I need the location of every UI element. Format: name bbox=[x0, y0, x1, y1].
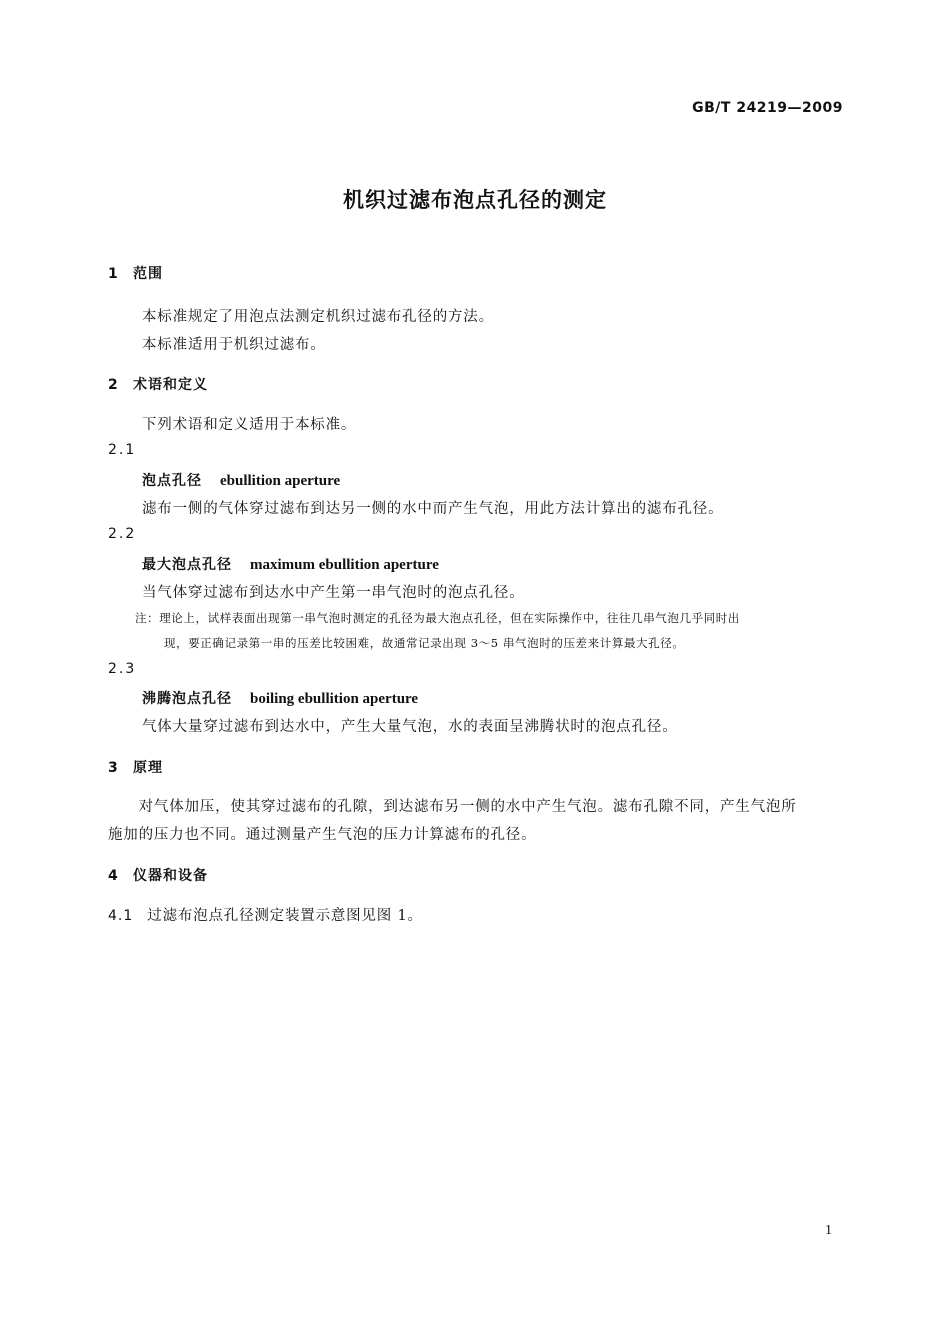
principle-line-1: 对气体加压，使其穿过滤布的孔隙，到达滤布另一侧的水中产生气泡。滤布孔隙不同，产生气泡所 bbox=[108, 799, 797, 815]
principle-line-2: 施加的压力也不同。通过测量产生气泡的压力计算滤布的孔径。 bbox=[108, 827, 537, 843]
section-equipment-heading bbox=[108, 865, 208, 885]
section-title: 原理 bbox=[133, 760, 163, 776]
section-number: 1 bbox=[108, 266, 119, 282]
term-2-1-definition: 滤布一侧的气体穿过滤布到达另一侧的水中而产生气泡，用此方法计算出的滤布孔径。 bbox=[142, 501, 724, 517]
term-2-2-note-line-2: 现，要正确记录第一串的压差比较困难，故通常记录出现 3～5 串气泡时的压差来计算最大孔径。 bbox=[164, 636, 685, 650]
terms-intro: 下列术语和定义适用于本标准。 bbox=[142, 417, 357, 433]
section-number: 2 bbox=[108, 377, 119, 393]
term-chinese: 沸腾泡点孔径 bbox=[142, 691, 232, 707]
clause-number: 4.1 bbox=[108, 908, 134, 924]
page-number: 1 bbox=[825, 1223, 832, 1238]
section-principle-heading bbox=[108, 757, 163, 777]
section-title: 仪器和设备 bbox=[133, 868, 208, 884]
section-scope-heading bbox=[108, 263, 163, 283]
term-2-2-definition: 当气体穿过滤布到达水中产生第一串气泡时的泡点孔径。 bbox=[142, 585, 525, 601]
term-english: ebullition aperture bbox=[220, 473, 341, 489]
section-number: 3 bbox=[108, 760, 119, 776]
section-number: 4 bbox=[108, 868, 119, 884]
section-terms-heading bbox=[108, 374, 208, 394]
term-english: boiling ebullition aperture bbox=[250, 691, 419, 707]
section-title: 范围 bbox=[133, 266, 163, 282]
term-2-1 bbox=[142, 470, 340, 490]
section-title: 术语和定义 bbox=[133, 377, 208, 393]
term-chinese: 最大泡点孔径 bbox=[142, 557, 232, 573]
clause-4-1 bbox=[108, 904, 423, 925]
term-english: maximum ebullition aperture bbox=[250, 557, 439, 573]
term-2-3-definition: 气体大量穿过滤布到达水中，产生大量气泡，水的表面呈沸腾状时的泡点孔径。 bbox=[142, 719, 678, 735]
term-2-2-note-line-1: 注：理论上，试样表面出现第一串气泡时测定的孔径为最大泡点孔径，但在实际操作中，往往几串气泡几乎同时出 bbox=[135, 611, 740, 625]
term-2-2 bbox=[142, 554, 439, 574]
term-2-3 bbox=[142, 688, 418, 708]
standard-code: GB/T 24219—2009 bbox=[692, 100, 843, 116]
term-number-2-3: 2.3 bbox=[108, 661, 137, 677]
term-number-2-1: 2.1 bbox=[108, 442, 137, 458]
term-number-2-2: 2.2 bbox=[108, 526, 137, 542]
term-chinese: 泡点孔径 bbox=[142, 473, 202, 489]
document-title: 机织过滤布泡点孔径的测定 bbox=[343, 188, 607, 212]
scope-paragraph-1: 本标准规定了用泡点法测定机织过滤布孔径的方法。 bbox=[142, 309, 494, 325]
clause-text: 过滤布泡点孔径测定装置示意图见图 1。 bbox=[147, 908, 423, 924]
scope-paragraph-2: 本标准适用于机织过滤布。 bbox=[142, 337, 326, 353]
